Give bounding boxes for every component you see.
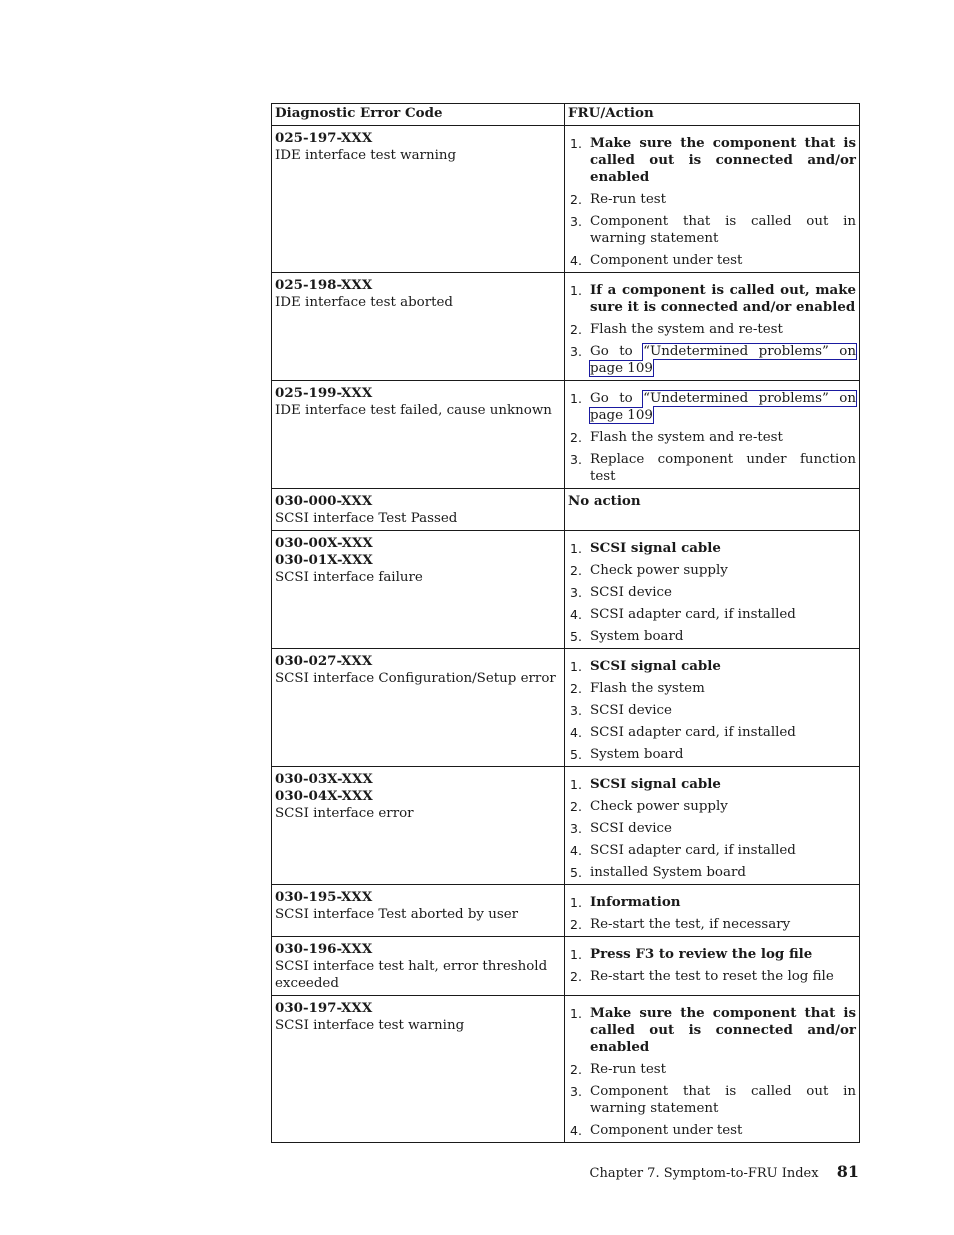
action-number: 4. <box>570 607 582 622</box>
error-code: 030-195-XXX <box>275 889 373 905</box>
action-item <box>568 135 856 186</box>
action-text: SCSI device <box>590 703 672 718</box>
action-item <box>568 429 856 446</box>
action-number: 1. <box>570 283 582 298</box>
action-number: 4. <box>570 843 582 858</box>
error-description: SCSI interface test halt, error threshold exceeded <box>275 959 548 991</box>
error-code-cell <box>272 126 565 273</box>
action-text: SCSI adapter card, if installed <box>590 725 796 740</box>
action-item <box>568 584 856 601</box>
action-number: 1. <box>570 1006 582 1021</box>
error-code-cell <box>272 885 565 937</box>
action-number: 3. <box>570 344 582 359</box>
action-number: 2. <box>570 192 582 207</box>
action-list <box>568 946 856 985</box>
action-text: Re-run test <box>590 192 666 207</box>
action-number: 5. <box>570 747 582 762</box>
action-text: Flash the system <box>590 681 705 696</box>
error-code-cell <box>272 649 565 767</box>
table-header-row <box>272 104 860 126</box>
action-item <box>568 968 856 985</box>
action-item <box>568 680 856 697</box>
action-item <box>568 1005 856 1056</box>
action-number: 2. <box>570 563 582 578</box>
error-code-cell <box>272 996 565 1143</box>
error-code: 030-01X-XXX <box>275 552 373 568</box>
action-number: 2. <box>570 799 582 814</box>
action-item <box>568 864 856 881</box>
action-text: Flash the system and re-test <box>590 322 783 337</box>
action-item <box>568 798 856 815</box>
action-number: 1. <box>570 541 582 556</box>
action-item <box>568 252 856 269</box>
action-item <box>568 724 856 741</box>
error-code-cell <box>272 273 565 381</box>
error-code: 030-04X-XXX <box>275 788 373 804</box>
error-code: 030-027-XXX <box>275 653 373 669</box>
action-number: 1. <box>570 659 582 674</box>
action-text <box>590 391 856 423</box>
action-number: 4. <box>570 1123 582 1138</box>
action-list <box>568 390 856 485</box>
action-text: Check power supply <box>590 563 728 578</box>
table-row <box>272 649 860 767</box>
action-text: Press F3 to review the log file <box>590 946 813 962</box>
action-number: 3. <box>570 585 582 600</box>
action-number: 5. <box>570 629 582 644</box>
action-number: 5. <box>570 865 582 880</box>
action-number: 2. <box>570 430 582 445</box>
action-number: 3. <box>570 703 582 718</box>
action-text: installed System board <box>590 865 746 880</box>
error-description: IDE interface test warning <box>275 148 457 163</box>
action-text: Re-start the test to reset the log file <box>590 969 834 984</box>
action-list <box>568 894 856 933</box>
action-number: 1. <box>570 777 582 792</box>
action-number: 3. <box>570 1084 582 1099</box>
table-row <box>272 996 860 1143</box>
action-item <box>568 894 856 911</box>
error-code: 030-196-XXX <box>275 941 373 957</box>
action-text: SCSI device <box>590 585 672 600</box>
action-number: 1. <box>570 391 582 406</box>
action-item <box>568 282 856 316</box>
action-text: Information <box>590 894 681 910</box>
action-text: System board <box>590 629 684 644</box>
action-item <box>568 213 856 247</box>
action-text: Component that is called out in warning statement <box>590 1084 856 1116</box>
action-text: SCSI signal cable <box>590 776 721 792</box>
action-text: Component under test <box>590 1123 743 1138</box>
table-body <box>272 126 860 1143</box>
action-item <box>568 191 856 208</box>
action-text: SCSI adapter card, if installed <box>590 843 796 858</box>
action-text: System board <box>590 747 684 762</box>
action-item <box>568 658 856 675</box>
action-number: 1. <box>570 895 582 910</box>
table-row <box>272 273 860 381</box>
table-row <box>272 937 860 996</box>
fru-action-cell <box>565 381 860 489</box>
fru-action-cell <box>565 531 860 649</box>
action-list <box>568 658 856 763</box>
error-code: 030-197-XXX <box>275 1000 373 1016</box>
action-item <box>568 746 856 763</box>
error-description: SCSI interface failure <box>275 570 423 585</box>
action-list <box>568 135 856 269</box>
footer-page-number: 81 <box>836 1162 859 1181</box>
action-item <box>568 451 856 485</box>
action-item <box>568 321 856 338</box>
error-code: 030-00X-XXX <box>275 535 373 551</box>
action-text: Check power supply <box>590 799 728 814</box>
action-text: Replace component under function test <box>590 452 856 484</box>
error-code-cell <box>272 767 565 885</box>
error-code-cell <box>272 489 565 531</box>
table-row <box>272 885 860 937</box>
error-description: SCSI interface Test Passed <box>275 511 458 526</box>
diagnostic-error-table <box>271 103 860 1143</box>
action-item <box>568 606 856 623</box>
action-item <box>568 1061 856 1078</box>
error-description: IDE interface test aborted <box>275 295 454 310</box>
action-text: Component under test <box>590 253 743 268</box>
action-text: Re-run test <box>590 1062 666 1077</box>
action-list <box>568 282 856 377</box>
error-code: 030-03X-XXX <box>275 771 373 787</box>
page-footer <box>590 1162 859 1181</box>
action-list <box>568 1005 856 1139</box>
action-number: 1. <box>570 136 582 151</box>
action-text: SCSI adapter card, if installed <box>590 607 796 622</box>
action-item <box>568 390 856 424</box>
error-code: 025-199-XXX <box>275 385 373 401</box>
action-number: 3. <box>570 452 582 467</box>
table-row <box>272 531 860 649</box>
fru-action-cell <box>565 489 860 531</box>
action-number: 2. <box>570 1062 582 1077</box>
action-item <box>568 628 856 645</box>
action-list <box>568 540 856 645</box>
action-text: SCSI signal cable <box>590 540 721 556</box>
action-prefix: Go to <box>590 391 644 406</box>
error-code-cell <box>272 937 565 996</box>
action-text <box>590 344 856 376</box>
error-description: SCSI interface Configuration/Setup error <box>275 671 556 686</box>
action-item <box>568 916 856 933</box>
action-item <box>568 540 856 557</box>
fru-action-cell <box>565 885 860 937</box>
error-code-cell <box>272 531 565 649</box>
action-text: Make sure the component that is called out is connected and/or enabled <box>590 135 856 185</box>
header-fru-action: FRU/Action <box>565 104 860 126</box>
action-item <box>568 842 856 859</box>
table-row <box>272 381 860 489</box>
action-number: 2. <box>570 917 582 932</box>
action-number: 2. <box>570 322 582 337</box>
footer-chapter-title: Chapter 7. Symptom-to-FRU Index <box>589 1166 819 1181</box>
action-text: Make sure the component that is called out is connected and/or enabled <box>590 1005 856 1055</box>
error-description: SCSI interface error <box>275 806 414 821</box>
no-action-text: No action <box>568 493 641 509</box>
action-number: 2. <box>570 969 582 984</box>
action-item <box>568 343 856 377</box>
table-row <box>272 489 860 531</box>
table-row <box>272 767 860 885</box>
action-item <box>568 946 856 963</box>
fru-action-cell <box>565 767 860 885</box>
error-code: 025-197-XXX <box>275 130 373 146</box>
action-text: Flash the system and re-test <box>590 430 783 445</box>
action-number: 4. <box>570 725 582 740</box>
error-description: IDE interface test failed, cause unknown <box>275 403 552 418</box>
error-code-cell <box>272 381 565 489</box>
undetermined-problems-link[interactable]: “Undetermined problems” on page 109 <box>590 344 856 376</box>
error-description: SCSI interface test warning <box>275 1018 465 1033</box>
fru-action-cell <box>565 126 860 273</box>
error-code: 030-000-XXX <box>275 493 373 509</box>
action-item <box>568 820 856 837</box>
action-text: Re-start the test, if necessary <box>590 917 791 932</box>
action-text: SCSI signal cable <box>590 658 721 674</box>
error-description: SCSI interface Test aborted by user <box>275 907 519 922</box>
action-number: 3. <box>570 214 582 229</box>
action-number: 4. <box>570 253 582 268</box>
action-item <box>568 1122 856 1139</box>
action-prefix: Go to <box>590 344 644 359</box>
fru-action-cell <box>565 649 860 767</box>
action-item <box>568 562 856 579</box>
action-text: SCSI device <box>590 821 672 836</box>
fru-action-cell <box>565 937 860 996</box>
action-item <box>568 702 856 719</box>
fru-action-cell <box>565 273 860 381</box>
action-number: 2. <box>570 681 582 696</box>
action-item <box>568 776 856 793</box>
action-number: 1. <box>570 947 582 962</box>
action-number: 3. <box>570 821 582 836</box>
action-text: Component that is called out in warning statement <box>590 214 856 246</box>
header-diagnostic-error-code: Diagnostic Error Code <box>272 104 565 126</box>
action-text: If a component is called out, make sure it is connected and/or enabled <box>590 282 856 315</box>
action-item <box>568 1083 856 1117</box>
action-list <box>568 776 856 881</box>
error-code: 025-198-XXX <box>275 277 373 293</box>
fru-action-cell <box>565 996 860 1143</box>
undetermined-problems-link[interactable]: “Undetermined problems” on page 109 <box>590 391 856 423</box>
table-row <box>272 126 860 273</box>
